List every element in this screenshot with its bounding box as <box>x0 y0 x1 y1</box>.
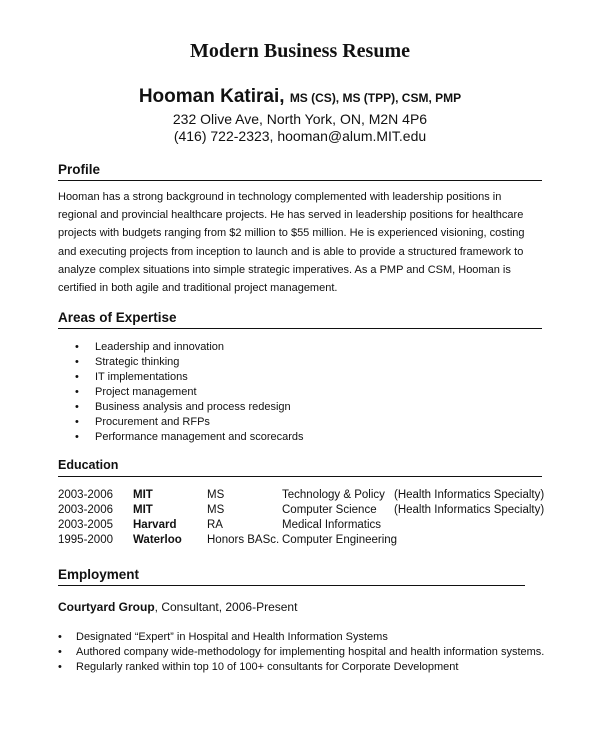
candidate-contact: (416) 722-2323, hooman@alum.MIT.edu <box>173 128 427 144</box>
edu-field: Computer Science <box>282 504 377 516</box>
edu-school: MIT <box>133 504 153 516</box>
company-name: Courtyard Group <box>58 600 155 614</box>
edu-school: MIT <box>133 489 153 501</box>
profile-line: analyze complex situations into simple strategic imperatives. As a PMP and CSM, Hooman is <box>58 263 511 276</box>
job-title-line <box>58 600 297 614</box>
list-item: • Procurement and RFPs <box>95 415 304 430</box>
table-row <box>0 534 600 549</box>
edu-field: Technology & Policy <box>282 489 385 501</box>
employment-heading: Employment <box>58 567 140 582</box>
employment-list <box>76 630 544 675</box>
expertise-list <box>95 340 304 445</box>
education-divider <box>58 476 542 477</box>
education-heading: Education <box>58 458 119 472</box>
edu-years: 2003-2006 <box>58 489 113 501</box>
candidate-credentials: MS (CS), MS (TPP), CSM, PMP <box>289 91 462 105</box>
edu-school: Waterloo <box>133 534 182 546</box>
edu-specialty: (Health Informatics Specialty) <box>394 489 545 501</box>
profile-line: Hooman has a strong background in technology complemented with leadership positions in <box>58 191 502 203</box>
list-item: • Project management <box>95 385 304 400</box>
job-role: , Consultant, 2006-Present <box>154 600 298 614</box>
edu-years: 2003-2005 <box>58 519 113 531</box>
profile-heading: Profile <box>58 162 101 177</box>
list-item: • Designated “Expert” in Hospital and Health Information Systems <box>76 630 544 645</box>
profile-line: regional and provincial healthcare projects. He has served in leadership positions for healthcare <box>58 209 524 222</box>
edu-degree: MS <box>207 504 225 516</box>
table-row <box>0 519 600 534</box>
profile-divider <box>58 180 542 181</box>
profile-line: projects with budgets ranging from $2 million to $55 million. He is experienced visioning, costing <box>58 227 525 240</box>
name-line <box>0 86 600 108</box>
candidate-address: 232 Olive Ave, North York, ON, M2N 4P6 <box>172 111 428 127</box>
expertise-divider <box>58 328 542 329</box>
list-item: • Leadership and innovation <box>95 340 304 355</box>
document-title: Modern Business Resume <box>189 40 410 62</box>
list-item: • Performance management and scorecards <box>95 430 304 445</box>
edu-field: Medical Informatics <box>282 519 382 531</box>
table-row <box>0 504 600 519</box>
list-item: • Regularly ranked within top 10 of 100+ consultants for Corporate Development <box>76 660 544 675</box>
profile-line: and executing projects from inception to launch and is able to provide a structured framework to <box>58 245 524 258</box>
employment-divider <box>58 585 525 586</box>
list-item: • IT implementations <box>95 370 304 385</box>
profile-line: certified in both agile and traditional project management. <box>58 282 338 295</box>
edu-specialty: (Health Informatics Specialty) <box>394 504 545 516</box>
profile-text <box>58 188 528 297</box>
list-item: • Authored company wide-methodology for implementing hospital and health information systems. <box>76 645 544 660</box>
candidate-name: Hooman Katirai, <box>138 86 285 107</box>
expertise-heading: Areas of Expertise <box>58 310 177 325</box>
list-item: • Strategic thinking <box>95 355 304 370</box>
edu-school: Harvard <box>133 519 177 531</box>
edu-degree: MS <box>207 489 225 501</box>
edu-degree: Honors BASc. <box>207 534 280 546</box>
table-row <box>0 489 600 504</box>
edu-years: 1995-2000 <box>58 534 113 546</box>
edu-field: Computer Engineering <box>282 534 398 546</box>
edu-years: 2003-2006 <box>58 504 113 516</box>
list-item: • Business analysis and process redesign <box>95 400 304 415</box>
edu-degree: RA <box>207 519 223 531</box>
